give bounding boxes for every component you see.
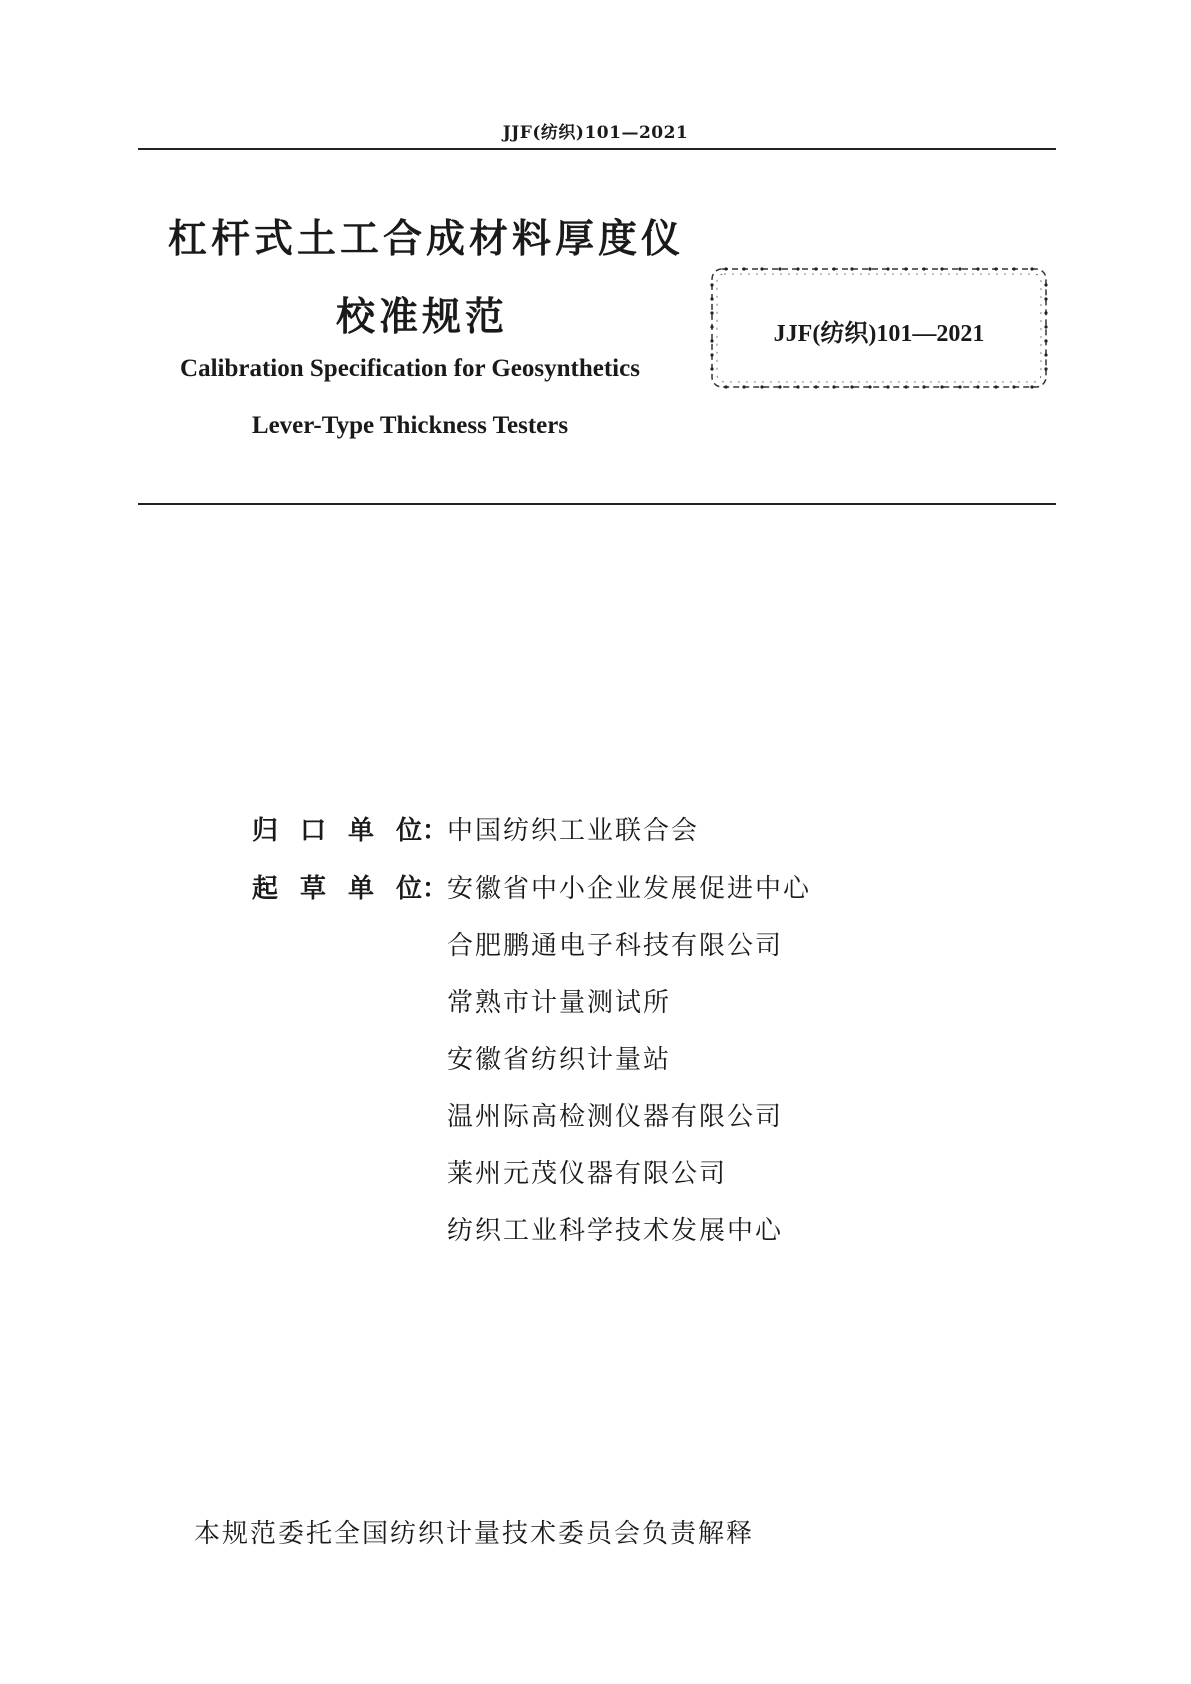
drafting-unit-item: 常熟市计量测试所 <box>447 988 672 1018</box>
responsible-unit-row <box>252 810 699 847</box>
top-divider <box>138 148 1056 150</box>
border-dot <box>1030 267 1033 270</box>
border-dot <box>850 385 853 388</box>
border-dot <box>1044 367 1047 370</box>
bottom-divider <box>138 503 1056 505</box>
border-dot <box>940 385 943 388</box>
border-dot <box>1044 283 1047 286</box>
border-dot <box>742 385 745 388</box>
border-dot <box>796 385 799 388</box>
drafting-unit-item: 合肥鹏通电子科技有限公司 <box>447 931 784 961</box>
border-dot <box>904 385 907 388</box>
title-chinese-line1: 杠杆式土工合成材料厚度仪 <box>168 217 685 262</box>
header-standard-code: JJF(纺织)101—2021 <box>502 123 689 143</box>
title-chinese-line2: 校准规范 <box>336 295 509 340</box>
title-english-line1: Calibration Specification for Geosynthetics <box>180 355 640 382</box>
border-dot <box>850 267 853 270</box>
border-dot <box>814 267 817 270</box>
border-dot <box>1012 385 1015 388</box>
border-dot <box>1030 385 1033 388</box>
border-dot <box>742 267 745 270</box>
drafting-unit-label: 起 草 单 位： <box>252 874 449 904</box>
drafting-unit-item: 安徽省中小企业发展促进中心 <box>447 874 812 904</box>
border-dot <box>994 385 997 388</box>
responsible-unit-label: 归 口 单 位： <box>252 816 449 846</box>
border-dot <box>832 267 835 270</box>
border-dot <box>778 267 781 270</box>
border-dot <box>976 267 979 270</box>
border-dot <box>832 385 835 388</box>
border-dot <box>868 267 871 270</box>
border-dot <box>710 297 713 300</box>
border-dot <box>976 385 979 388</box>
border-dot <box>778 385 781 388</box>
interpretation-note: 本规范委托全国纺织计量技术委员会负责解释 <box>194 1519 755 1549</box>
border-dot <box>760 267 763 270</box>
code-box-text: JJF(纺织)101—2021 <box>773 321 985 347</box>
border-dot <box>710 283 713 286</box>
border-dot <box>886 385 889 388</box>
title-english-line2: Lever-Type Thickness Testers <box>251 412 569 439</box>
border-dot <box>710 353 713 356</box>
border-dot <box>1044 353 1047 356</box>
border-dot <box>994 267 997 270</box>
border-dot <box>796 267 799 270</box>
drafting-unit-item: 纺织工业科学技术发展中心 <box>447 1216 784 1246</box>
border-dot <box>958 385 961 388</box>
border-dot <box>1044 297 1047 300</box>
border-dot <box>724 385 727 388</box>
drafting-unit-item: 安徽省纺织计量站 <box>447 1045 672 1075</box>
drafting-unit-item: 温州际高检测仪器有限公司 <box>447 1102 784 1132</box>
border-dot <box>724 267 727 270</box>
border-dot <box>814 385 817 388</box>
drafting-unit-item: 莱州元茂仪器有限公司 <box>447 1159 728 1189</box>
border-dot <box>904 267 907 270</box>
border-dot <box>940 267 943 270</box>
border-dot <box>958 267 961 270</box>
border-dot <box>710 367 713 370</box>
border-dot <box>886 267 889 270</box>
border-dot <box>1012 267 1015 270</box>
border-dot <box>922 267 925 270</box>
border-dot <box>868 385 871 388</box>
drafting-unit-row <box>252 868 811 905</box>
border-dot <box>760 385 763 388</box>
standard-code-box <box>708 265 1050 391</box>
border-dot <box>922 385 925 388</box>
responsible-unit-value: 中国纺织工业联合会 <box>447 816 700 846</box>
